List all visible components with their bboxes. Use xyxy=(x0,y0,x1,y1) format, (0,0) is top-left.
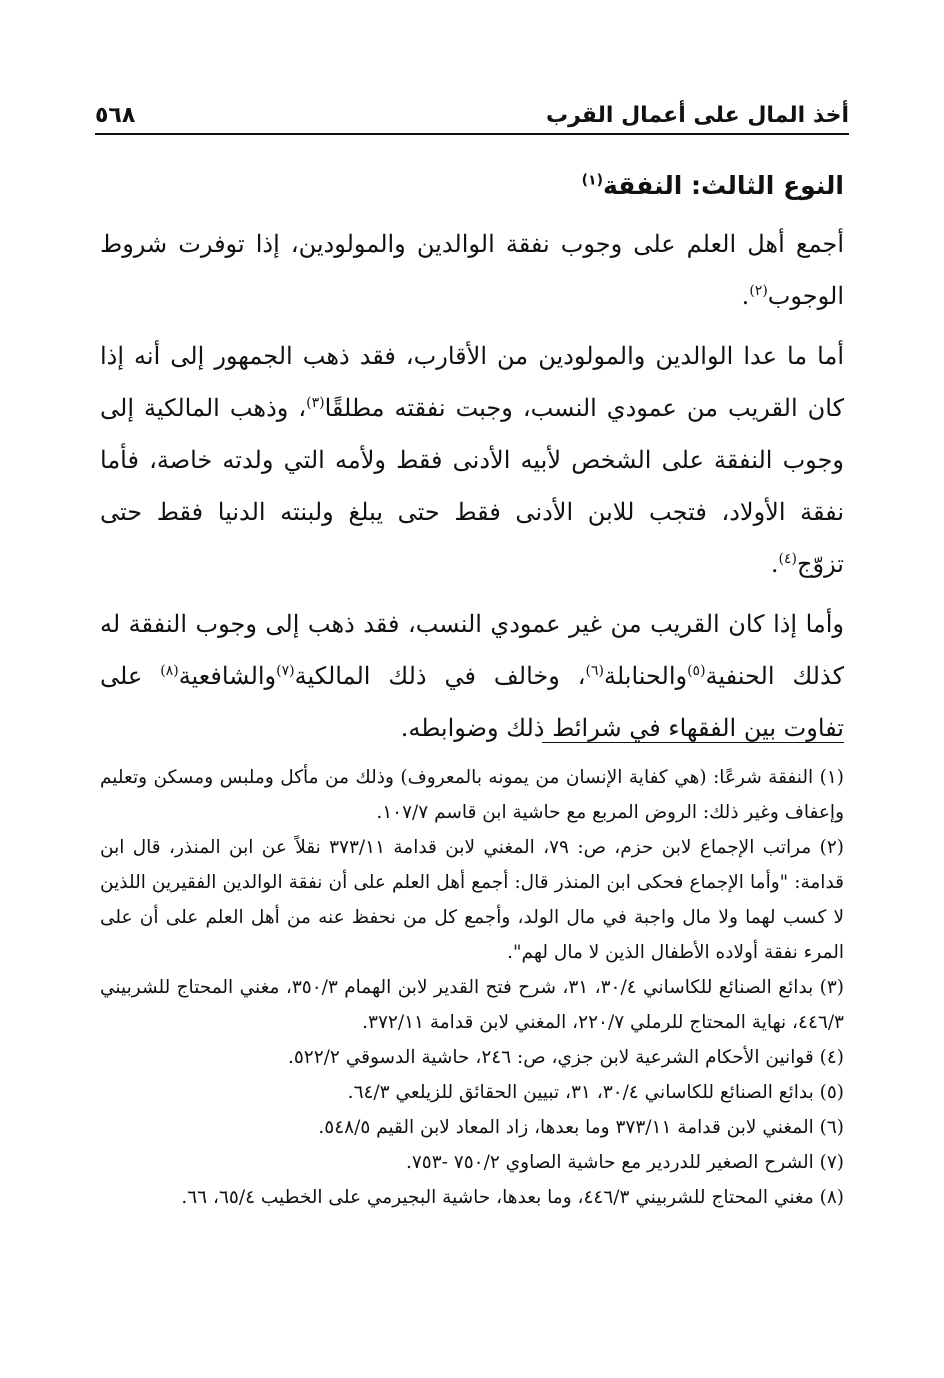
footnote-ref: (٨) xyxy=(160,663,179,679)
paragraph-3: وأما إذا كان القريب من غير عمودي النسب، فقد ذهب إلى وجوب النفقة له كذلك الحنفية$^{(٥)}$والحنابلة$^{(٦)}$، وخالف في ذلك المالكية$^{(٧)}$والشافعية$^{(٨)}$ على تفاوت بين الفقهاء في شرائط ذلك وضوابطه. xyxy=(100,610,844,742)
footnote-3: (٣) بدائع الصنائع للكاساني ٣٠/٤، ٣١، شرح فتح القدير لابن الهمام ٣٥٠/٣، مغني المحتاج للشربيني ٤٤٦/٣، نهاية المحتاج للرملي ٢٢٠/٧، المغني لابن قدامة ٣٧٢/١١. xyxy=(100,977,844,1033)
footnote-5: (٥) بدائع الصنائع للكاساني ٣٠/٤، ٣١، تبيين الحقائق للزيلعي ٦٤/٣. xyxy=(347,1082,844,1103)
footnote-6: (٦) المغني لابن قدامة ٣٧٣/١١ وما بعدها، زاد المعاد لابن القيم ٥٤٨/٥. xyxy=(318,1117,844,1138)
main-text xyxy=(100,160,844,762)
header-divider xyxy=(95,133,849,135)
footnote-8: (٨) مغني المحتاج للشربيني ٤٤٦/٣، وما بعدها، حاشية البجيرمي على الخطيب ٦٥/٤، ٦٦. xyxy=(181,1187,844,1208)
footnote-ref: (٧) xyxy=(276,663,295,679)
section-heading: النوع الثالث: النفقة$^{(١)}$ xyxy=(581,171,844,200)
footnote-divider xyxy=(542,742,844,743)
page-number: ٥٦٨ xyxy=(95,103,136,128)
paragraph-2: أما ما عدا الوالدين والمولودين من الأقارب، فقد ذهب الجمهور إلى أنه إذا كان القريب من عمودي النسب، وجبت نفقته مطلقًا$^{(٣)}$، وذهب المالكية إلى وجوب النفقة على الشخص لأبيه الأدنى فقط ولأمه التي ولدته خاصة، فأما نفقة الأولاد، فتجب للابن الأدنى فقط حتى يبلغ ولبنته الدنيا فقط حتى تزوّج$^{(٤)}$. xyxy=(100,342,844,578)
footnote-7: (٧) الشرح الصغير للدردير مع حاشية الصاوي ٧٥٠/٢ -٧٥٣. xyxy=(405,1152,844,1173)
footnote-ref: (٥) xyxy=(687,663,706,679)
running-header xyxy=(95,88,849,128)
footnote-ref: (٤) xyxy=(778,551,797,567)
footnote-ref: (٦) xyxy=(585,663,604,679)
footnote-4: (٤) قوانين الأحكام الشرعية لابن جزي، ص: ٢٤٦، حاشية الدسوقي ٥٢٢/٢. xyxy=(287,1047,844,1068)
paragraph-1: أجمع أهل العلم على وجوب نفقة الوالدين والمولودين، إذا توفرت شروط الوجوب$^{(٢)}$. xyxy=(100,230,844,310)
footnote-1: (١) النفقة شرعًا: (هي كفاية الإنسان من يمونه بالمعروف) وذلك من مأكل وملبس ومسكن وتعليم وإعفاف وغير ذلك: الروض المربع مع حاشية ابن قاسم ١٠٧/٧. xyxy=(100,767,844,823)
footnote-ref: (٣) xyxy=(306,395,325,411)
footnotes xyxy=(100,760,844,1215)
footnote-ref: (٢) xyxy=(749,283,768,299)
footnote-ref: (١) xyxy=(581,172,603,189)
book-title: أخذ المال على أعمال القرب xyxy=(545,103,849,128)
footnote-2: (٢) مراتب الإجماع لابن حزم، ص: ٧٩، المغني لابن قدامة ٣٧٣/١١ نقلاً عن ابن المنذر، قال ابن قدامة: "وأما الإجماع فحكى ابن المنذر قال: أجمع أهل العلم على أن نفقة الوالدين الفقيرين اللذين لا كسب لهما ولا مال واجبة في مال الولد، وأجمع كل من نحفظ عنه من أهل العلم على أن على المرء نفقة أولاده الأطفال الذين لا مال لهم". xyxy=(100,837,844,963)
